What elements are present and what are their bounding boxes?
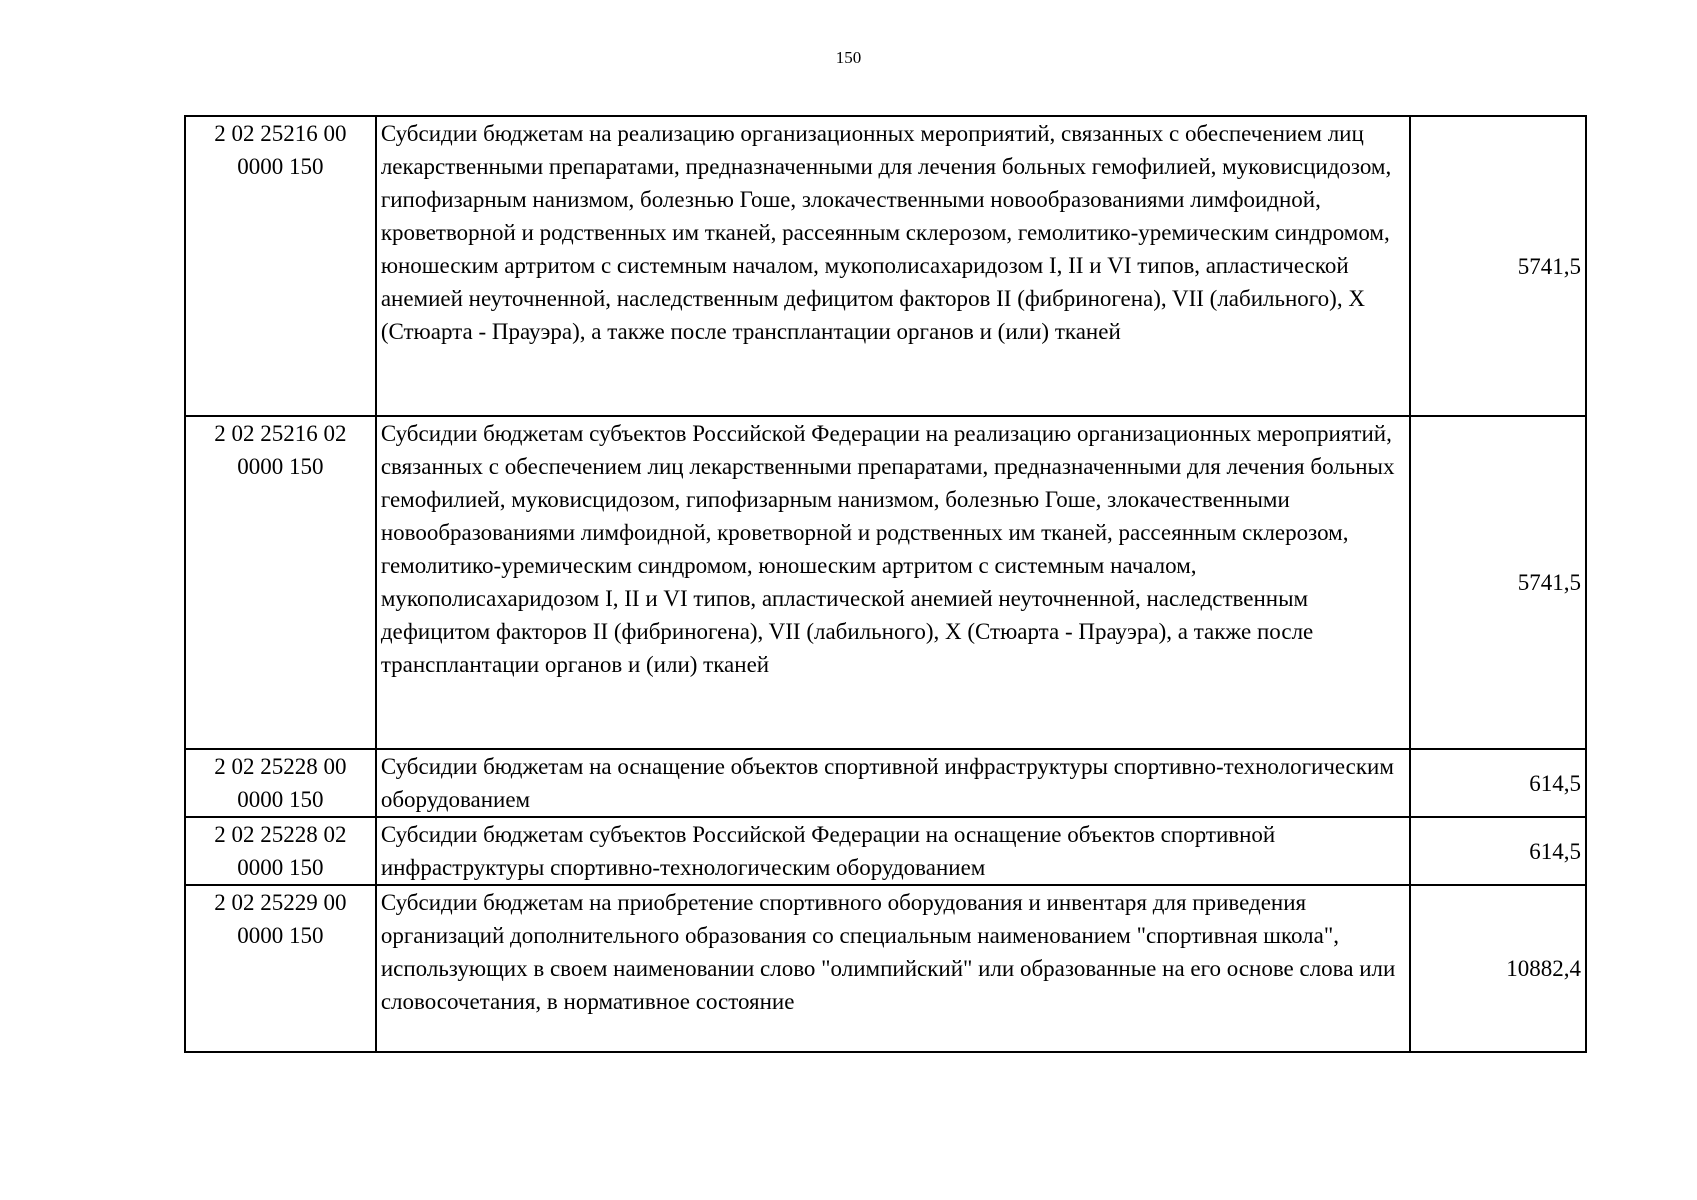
amount-cell: 5741,5 [1410, 116, 1586, 416]
description-cell: Субсидии бюджетам на приобретение спортивного оборудования и инвентаря для приведения организаций дополнительного образования со специальным наименованием "спортивная школа", использующих в своем наименовании слово "олимпийский" или образованные на его основе слова или словосочетания, в нормативное состояние [376, 885, 1410, 1052]
table-row [185, 885, 1586, 1052]
page-number: 150 [835, 48, 862, 67]
budget-code-part1: 2 02 25216 00 [214, 121, 347, 146]
budget-code-cell [185, 116, 376, 416]
budget-code-part1: 2 02 25229 00 [214, 890, 347, 915]
budget-code-part1: 2 02 25228 02 [214, 822, 347, 847]
budget-code-cell [185, 749, 376, 817]
budget-code-part1: 2 02 25216 02 [214, 421, 347, 446]
budget-code-cell [185, 885, 376, 1052]
amount-cell: 10882,4 [1410, 885, 1586, 1052]
budget-code-part2: 0000 150 [237, 923, 324, 948]
table-row [185, 817, 1586, 885]
budget-code-part2: 0000 150 [237, 787, 324, 812]
amount-cell: 5741,5 [1410, 416, 1586, 749]
description-cell: Субсидии бюджетам субъектов Российской Федерации на оснащение объектов спортивной инфраструктуры спортивно-технологическим оборудованием [376, 817, 1410, 885]
budget-code-part2: 0000 150 [237, 454, 324, 479]
budget-code-cell [185, 817, 376, 885]
table-row [185, 749, 1586, 817]
amount-cell: 614,5 [1410, 817, 1586, 885]
budget-code-part2: 0000 150 [237, 855, 324, 880]
budget-code-cell [185, 416, 376, 749]
description-cell: Субсидии бюджетам на оснащение объектов спортивной инфраструктуры спортивно-технологическим оборудованием [376, 749, 1410, 817]
budget-code-part2: 0000 150 [237, 154, 324, 179]
budget-code-part1: 2 02 25228 00 [214, 754, 347, 779]
table-row [185, 116, 1586, 416]
budget-table [184, 115, 1587, 1053]
table-row [185, 416, 1586, 749]
description-cell: Субсидии бюджетам субъектов Российской Федерации на реализацию организационных мероприятий, связанных с обеспечением лиц лекарственными препаратами, предназначенными для лечения больных гемофилией, муковисцидозом, гипофизарным нанизмом, болезнью Гоше, злокачественными новообразованиями лимфоидной, кроветворной и родственных им тканей, рассеянным склерозом, гемолитико-уремическим синдромом, юношеским артритом с системным началом, мукополисахаридозом I, II и VI типов, апластической анемией неуточненной, наследственным дефицитом факторов II (фибриногена), VII (лабильного), X (Стюарта - Прауэра), а также после трансплантации органов и (или) тканей [376, 416, 1410, 749]
amount-cell: 614,5 [1410, 749, 1586, 817]
description-cell: Субсидии бюджетам на реализацию организационных мероприятий, связанных с обеспечением лиц лекарственными препаратами, предназначенными для лечения больных гемофилией, муковисцидозом, гипофизарным нанизмом, болезнью Гоше, злокачественными новообразованиями лимфоидной, кроветворной и родственных им тканей, рассеянным склерозом, гемолитико-уремическим синдромом, юношеским артритом с системным началом, мукополисахаридозом I, II и VI типов, апластической анемией неуточненной, наследственным дефицитом факторов II (фибриногена), VII (лабильного), X (Стюарта - Прауэра), а также после трансплантации органов и (или) тканей [376, 116, 1410, 416]
